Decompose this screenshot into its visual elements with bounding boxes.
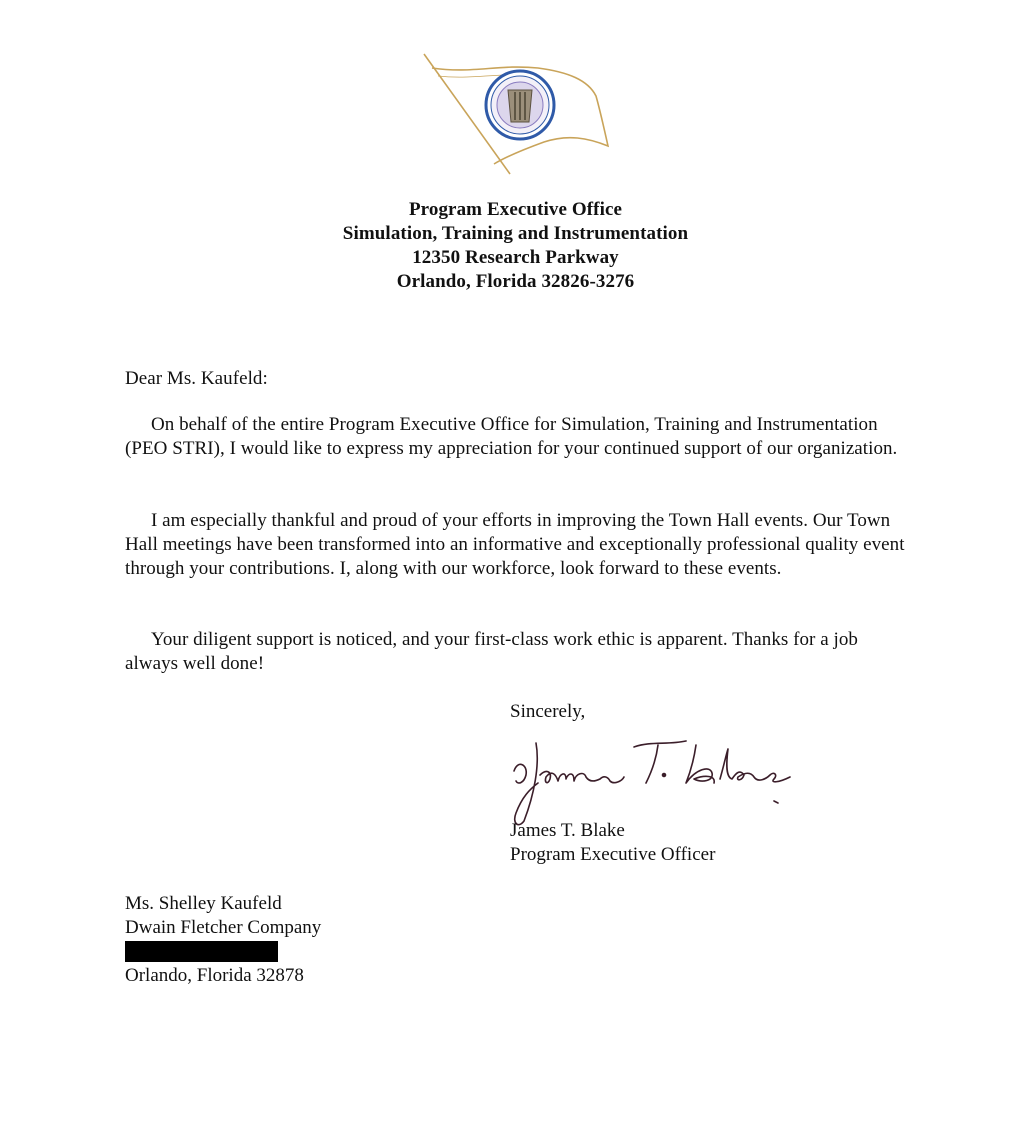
recipient-name: Ms. Shelley Kaufeld [125, 893, 282, 914]
recipient-address [125, 892, 321, 988]
recipient-company: Dwain Fletcher Company [125, 917, 322, 938]
paragraph-town-hall: I am especially thankful and proud of your efforts in improving the Town Hall events. Our Town Hall meetings have been transformed into an informative and exceptionally professional quality event through your contributions. I, along with our workforce, look forward to these events. [125, 510, 905, 579]
letterhead-division: Simulation, Training and Instrumentation [342, 223, 689, 244]
signature-text: James T. Blake [500, 725, 507, 726]
signer-title: Program Executive Officer [510, 844, 716, 865]
salutation: Dear Ms. Kaufeld: [125, 368, 268, 389]
signer-block [510, 819, 715, 867]
seal-icon [486, 71, 554, 139]
recipient-city: Orlando, Florida 32878 [125, 965, 304, 986]
closing: Sincerely, [510, 701, 586, 722]
letterhead [0, 198, 1031, 294]
letterhead-city: Orlando, Florida 32826-3276 [396, 271, 635, 292]
paragraph-thanks: Your diligent support is noticed, and your first-class work ethic is apparent. Thanks for a job always well done! [125, 629, 858, 674]
paragraph-appreciation: On behalf of the entire Program Executive Office for Simulation, Training and Instrumentation (PEO STRI), I would like to express my appreciation for your continued support of our organization. [125, 414, 898, 459]
letterhead-office: Program Executive Office [408, 199, 623, 220]
handwritten-signature [500, 725, 800, 830]
redacted-street-address [125, 941, 278, 962]
flag-seal-logo [418, 50, 618, 180]
signer-name: James T. Blake [510, 820, 625, 841]
letterhead-street: 12350 Research Parkway [412, 247, 619, 268]
